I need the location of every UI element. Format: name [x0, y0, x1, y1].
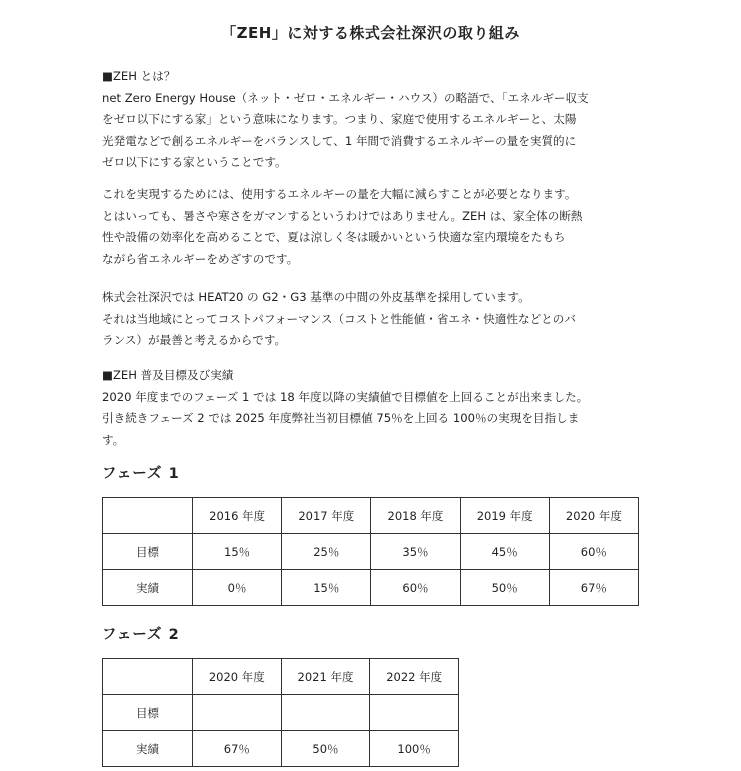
table-cell	[193, 695, 282, 731]
section-realization	[102, 184, 662, 270]
paragraph-line: これを実現するためには、使用するエネルギーの量を大幅に減らすことが必要となります。	[102, 187, 577, 201]
table-header-row	[103, 498, 639, 534]
row-label-cell: 目標	[103, 695, 193, 731]
phase2-title: フェーズ 2	[102, 627, 180, 643]
phase1-table	[102, 497, 639, 606]
paragraph-line: す。	[102, 432, 125, 447]
table-header-cell: 2018 年度	[371, 498, 460, 534]
document-title: 「ZEH」に対する株式会社深沢の取り組み	[221, 24, 520, 42]
row-label-cell: 実績	[103, 570, 193, 606]
table-cell: 45％	[460, 534, 549, 570]
table-header-cell: 2019 年度	[460, 498, 549, 534]
paragraph-line: とはいっても、暑さや寒さをガマンするというわけではありません。ZEH は、家全体の断熱	[102, 208, 583, 223]
paragraph-line: 光発電などで創るエネルギーをバランスして、1 年間で消費するエネルギーの量を実質的に	[102, 133, 577, 148]
paragraph-line: net Zero Energy House（ネット・ゼロ・エネルギー・ハウス）の略語で、「エネルギー収支	[102, 90, 589, 105]
table-header-row	[103, 659, 459, 695]
table-header-cell: 2022 年度	[370, 659, 459, 695]
table-row	[103, 534, 639, 570]
paragraph-line: ランス）が最善と考えるからです。	[102, 333, 287, 347]
paragraph-line: ゼロ以下にする家ということです。	[102, 155, 287, 169]
paragraph-line: 引き続きフェーズ 2 では 2025 年度弊社当初目標値 75％を上回る 100％の実現を目指しま	[102, 411, 580, 425]
table-header-cell: 2017 年度	[282, 498, 371, 534]
table-cell: 0％	[193, 570, 282, 606]
table-cell: 15％	[193, 534, 282, 570]
table-row	[103, 570, 639, 606]
section-standard	[102, 287, 662, 352]
paragraph-line: 株式会社深沢では HEAT20 の G2・G3 基準の中間の外皮基準を採用しています。	[102, 290, 530, 304]
row-label-cell: 目標	[103, 534, 193, 570]
table-cell: 25％	[282, 534, 371, 570]
paragraph-line: をゼロ以下にする家」という意味になります。つまり、家庭で使用するエネルギーと、太陽	[102, 112, 577, 126]
table-header-cell: 2020 年度	[549, 498, 638, 534]
section-what-is-zeh	[102, 66, 662, 174]
table-cell: 50％	[281, 731, 370, 767]
section-heading: ■ZEH とは？	[102, 69, 176, 83]
section-targets	[102, 365, 662, 451]
table-cell: 60％	[549, 534, 638, 570]
table-row	[103, 695, 459, 731]
paragraph-line: ながら省エネルギーをめざすのです。	[102, 251, 299, 266]
table-header-cell: 2021 年度	[281, 659, 370, 695]
paragraph-line: 性や設備の効率化を高めることで、夏は涼しく冬は暖かいという快適な室内環境をたもち	[102, 230, 566, 244]
table-cell: 60％	[371, 570, 460, 606]
table-header-cell: 2020 年度	[193, 659, 282, 695]
table-cell: 50％	[460, 570, 549, 606]
table-row	[103, 731, 459, 767]
row-label-cell: 実績	[103, 731, 193, 767]
table-corner-cell	[103, 659, 193, 695]
table-corner-cell	[103, 498, 193, 534]
table-cell: 67％	[549, 570, 638, 606]
table-header-cell: 2016 年度	[193, 498, 282, 534]
phase1-title: フェーズ 1	[102, 466, 180, 482]
table-cell: 100％	[370, 731, 459, 767]
table-cell: 15％	[282, 570, 371, 606]
table-cell: 67％	[193, 731, 282, 767]
phase2-table	[102, 658, 459, 767]
table-cell	[281, 695, 370, 731]
paragraph-line: それは当地域にとってコストパフォーマンス（コストと性能値・省エネ・快適性などとのバ	[102, 311, 576, 326]
paragraph-line: 2020 年度までのフェーズ 1 では 18 年度以降の実績値で目標値を上回ることが出来ました。	[102, 389, 589, 404]
table-cell: 35％	[371, 534, 460, 570]
section-heading: ■ZEH 普及目標及び実績	[102, 368, 234, 382]
table-cell	[370, 695, 459, 731]
